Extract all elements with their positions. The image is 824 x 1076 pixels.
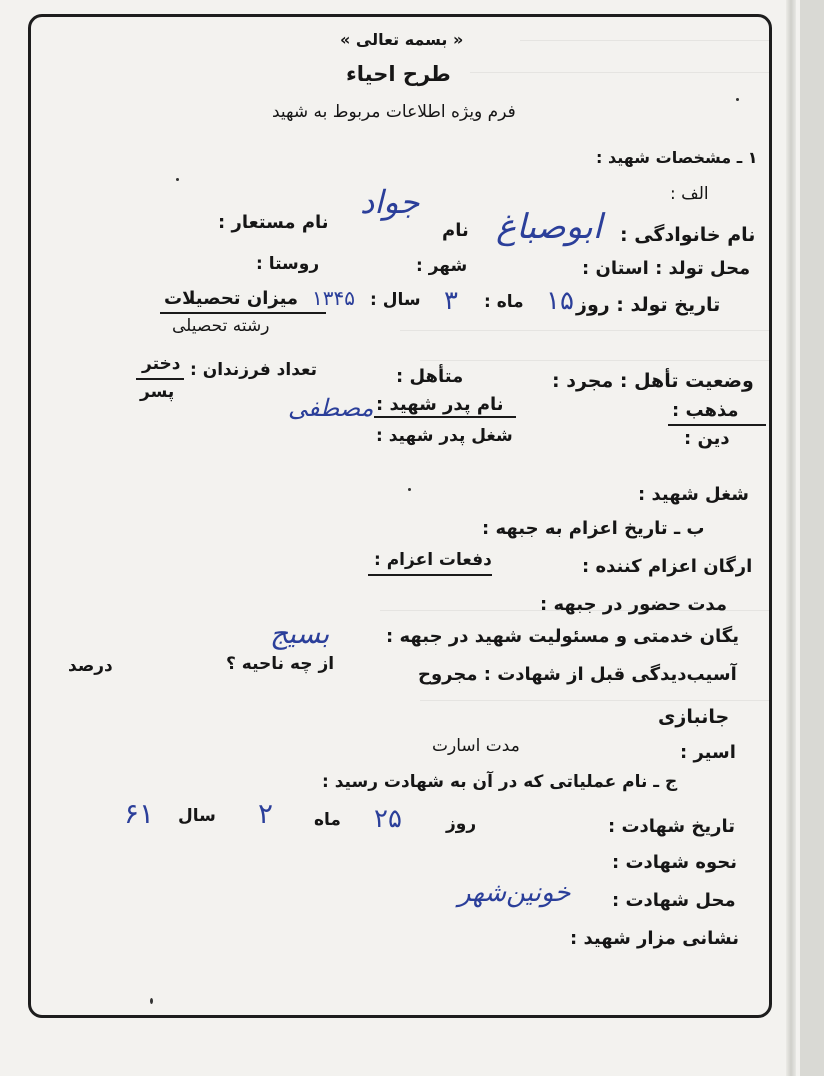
martyrdom-date-label: تاریخ شهادت : [608,816,736,837]
part-a-label: الف : [670,184,709,204]
martyrdom-place-label: محل شهادت : [612,890,736,911]
front-duration-label: مدت حضور در جبهه : [540,594,727,615]
martyrdom-place-value: خونین‌شهر [458,878,571,908]
dispatch-count-underline [368,574,492,576]
birth-day-value: ۱۵ [546,286,574,316]
operation-name-label: ج ـ نام عملیاتی که در آن به شهادت رسید : [322,772,678,792]
father-name-value: مصطفی [288,394,374,422]
sheet-edge [786,0,796,1076]
father-job-label: شغل پدر شهید : [376,426,513,446]
religion-label: دین : [684,428,730,449]
sect-label: مذهب : [672,400,739,421]
martyrdom-month-label: ماه [314,810,341,830]
village-label: روستا : [256,254,320,274]
scan-speck [736,98,739,101]
captive-label: اسیر : [680,742,736,763]
percent-label: درصد [68,656,113,676]
birthdate-label: تاریخ تولد : روز [576,294,721,316]
captivity-duration-label: مدت اسارت [432,736,520,756]
injury-label: آسیب‌دیدگی قبل از شهادت : مجروح [418,664,737,685]
children-count-label: تعداد فرزندان : [190,360,318,380]
form-title: فرم ویژه اطلاعات مربوط به شهید [272,102,516,122]
project-title: طرح احیاء [346,62,451,86]
scan-speck [176,178,179,181]
martyrdom-year-label: سال [178,806,216,826]
unit-label: یگان خدمتی و مسئولیت شهید در جبهه : [386,626,739,647]
birth-year-value: ۱۳۴۵ [312,286,355,310]
martyrdom-year-value: ۶۱ [124,797,155,830]
sect-underline [668,424,766,426]
education-field-label: رشته تحصیلی [172,316,270,336]
martyrdom-month-value: ۲ [258,797,274,830]
father-name-underline [374,416,516,418]
education-underline [160,312,326,314]
veteran-label: جانبازی [658,706,730,728]
father-name-label: نام پدر شهید : [376,394,504,415]
alias-label: نام مستعار : [218,212,329,233]
dispatch-count-label: دفعات اعزام : [374,550,492,570]
birth-month-label: ماه : [484,292,524,312]
unit-value: بسیج [270,617,330,650]
birthplace-label: محل تولد : استان : [582,258,751,279]
section1-title: ۱ ـ مشخصات شهید : [596,148,758,167]
first-name-value: جواد [360,183,420,221]
dispatch-org-label: ارگان اعزام کننده : [582,556,753,577]
grave-address-label: نشانی مزار شهید : [570,928,740,949]
city-label: شهر : [416,256,468,276]
birth-year-label: سال : [370,290,421,310]
daughter-underline [136,378,184,380]
scan-speck [150,998,153,1004]
martyrdom-day-value: ۲۵ [374,804,402,834]
married-label: متأهل : [396,366,464,387]
family-name-label: نام خانوادگی : [620,224,756,246]
birth-month-value: ۳ [444,286,458,316]
marital-status-label: وضعیت تأهل : مجرد : [552,370,754,392]
dispatch-date-label: ب ـ تاریخ اعزام به جبهه : [482,518,705,539]
scan-speck [408,488,411,491]
daughter-label: دختر [142,354,181,374]
martyr-job-label: شغل شهید : [638,484,749,505]
invocation-heading: « بسمه تعالی » [340,30,464,49]
martyrdom-manner-label: نحوه شهادت : [612,852,738,873]
son-label: پسر [140,382,175,402]
first-name-label: نام [442,220,469,241]
family-name-value: ابوصباغ [496,207,603,247]
education-level-label: میزان تحصیلات [164,288,299,309]
martyrdom-day-label: روز [446,814,477,834]
injury-area-label: از چه ناحیه ؟ [226,654,335,674]
